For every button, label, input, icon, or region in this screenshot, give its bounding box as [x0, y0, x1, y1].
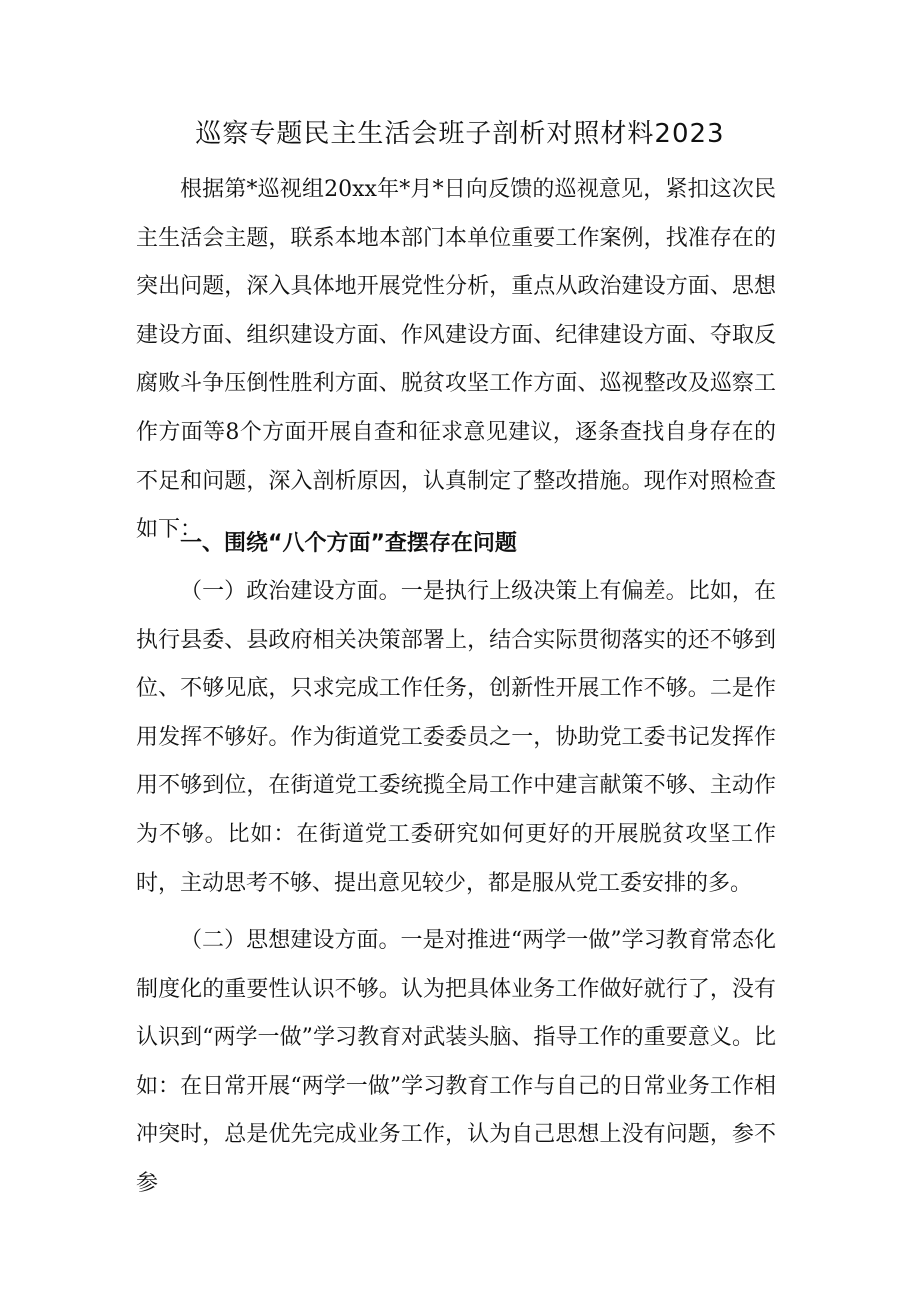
intro-paragraph: 根据第*巡视组20xx年*月*日向反馈的巡视意见，紧扣这次民主生活会主题，联系本地本部门本单位重要工作案例，找准存在的突出问题，深入具体地开展党性分析，重点从政治建设方面、思想建设方面、组织建设方面、作风建设方面、纪律建设方面、夺取反腐败斗争压倒性胜利方面、脱贫攻坚工作方面、巡视整改及巡察工作方面等8个方面开展自查和征求意见建议，逐条查找自身存在的不足和问题，深入剖析原因，认真制定了整改措施。现作对照检查如下： [136, 177, 776, 543]
document-title: 巡察专题民主生活会班子剖析对照材料2023 [195, 119, 725, 149]
intro-block [136, 166, 776, 555]
ideological-construction-paragraph: （二）思想建设方面。一是对推进“两学一做”学习教育常态化制度化的重要性认识不够。认为把具体业务工作做好就行了，没有认识到“两学一做”学习教育对武装头脑、指导工作的重要意义。比如：在日常开展“两学一做”学习教育工作与自己的日常业务工作相冲突时，总是优先完成业务工作，认为自己思想上没有问题，参不参 [136, 928, 776, 1196]
political-block [136, 568, 776, 908]
section-heading-eight-aspects: 一、围绕“八个方面”查摆存在问题 [180, 531, 517, 556]
ideological-block [136, 917, 776, 1209]
political-construction-paragraph: （一）政治建设方面。一是执行上级决策上有偏差。比如，在执行县委、县政府相关决策部署上，结合实际贯彻落实的还不够到位、不够见底，只求完成工作任务，创新性开展工作不够。二是作用发挥不够好。作为街道党工委委员之一，协助党工委书记发挥作用不够到位，在街道党工委统揽全局工作中建言献策不够、主动作为不够。比如：在街道党工委研究如何更好的开展脱贫攻坚工作时，主动思考不够、提出意见较少，都是服从党工委安排的多。 [136, 579, 776, 896]
